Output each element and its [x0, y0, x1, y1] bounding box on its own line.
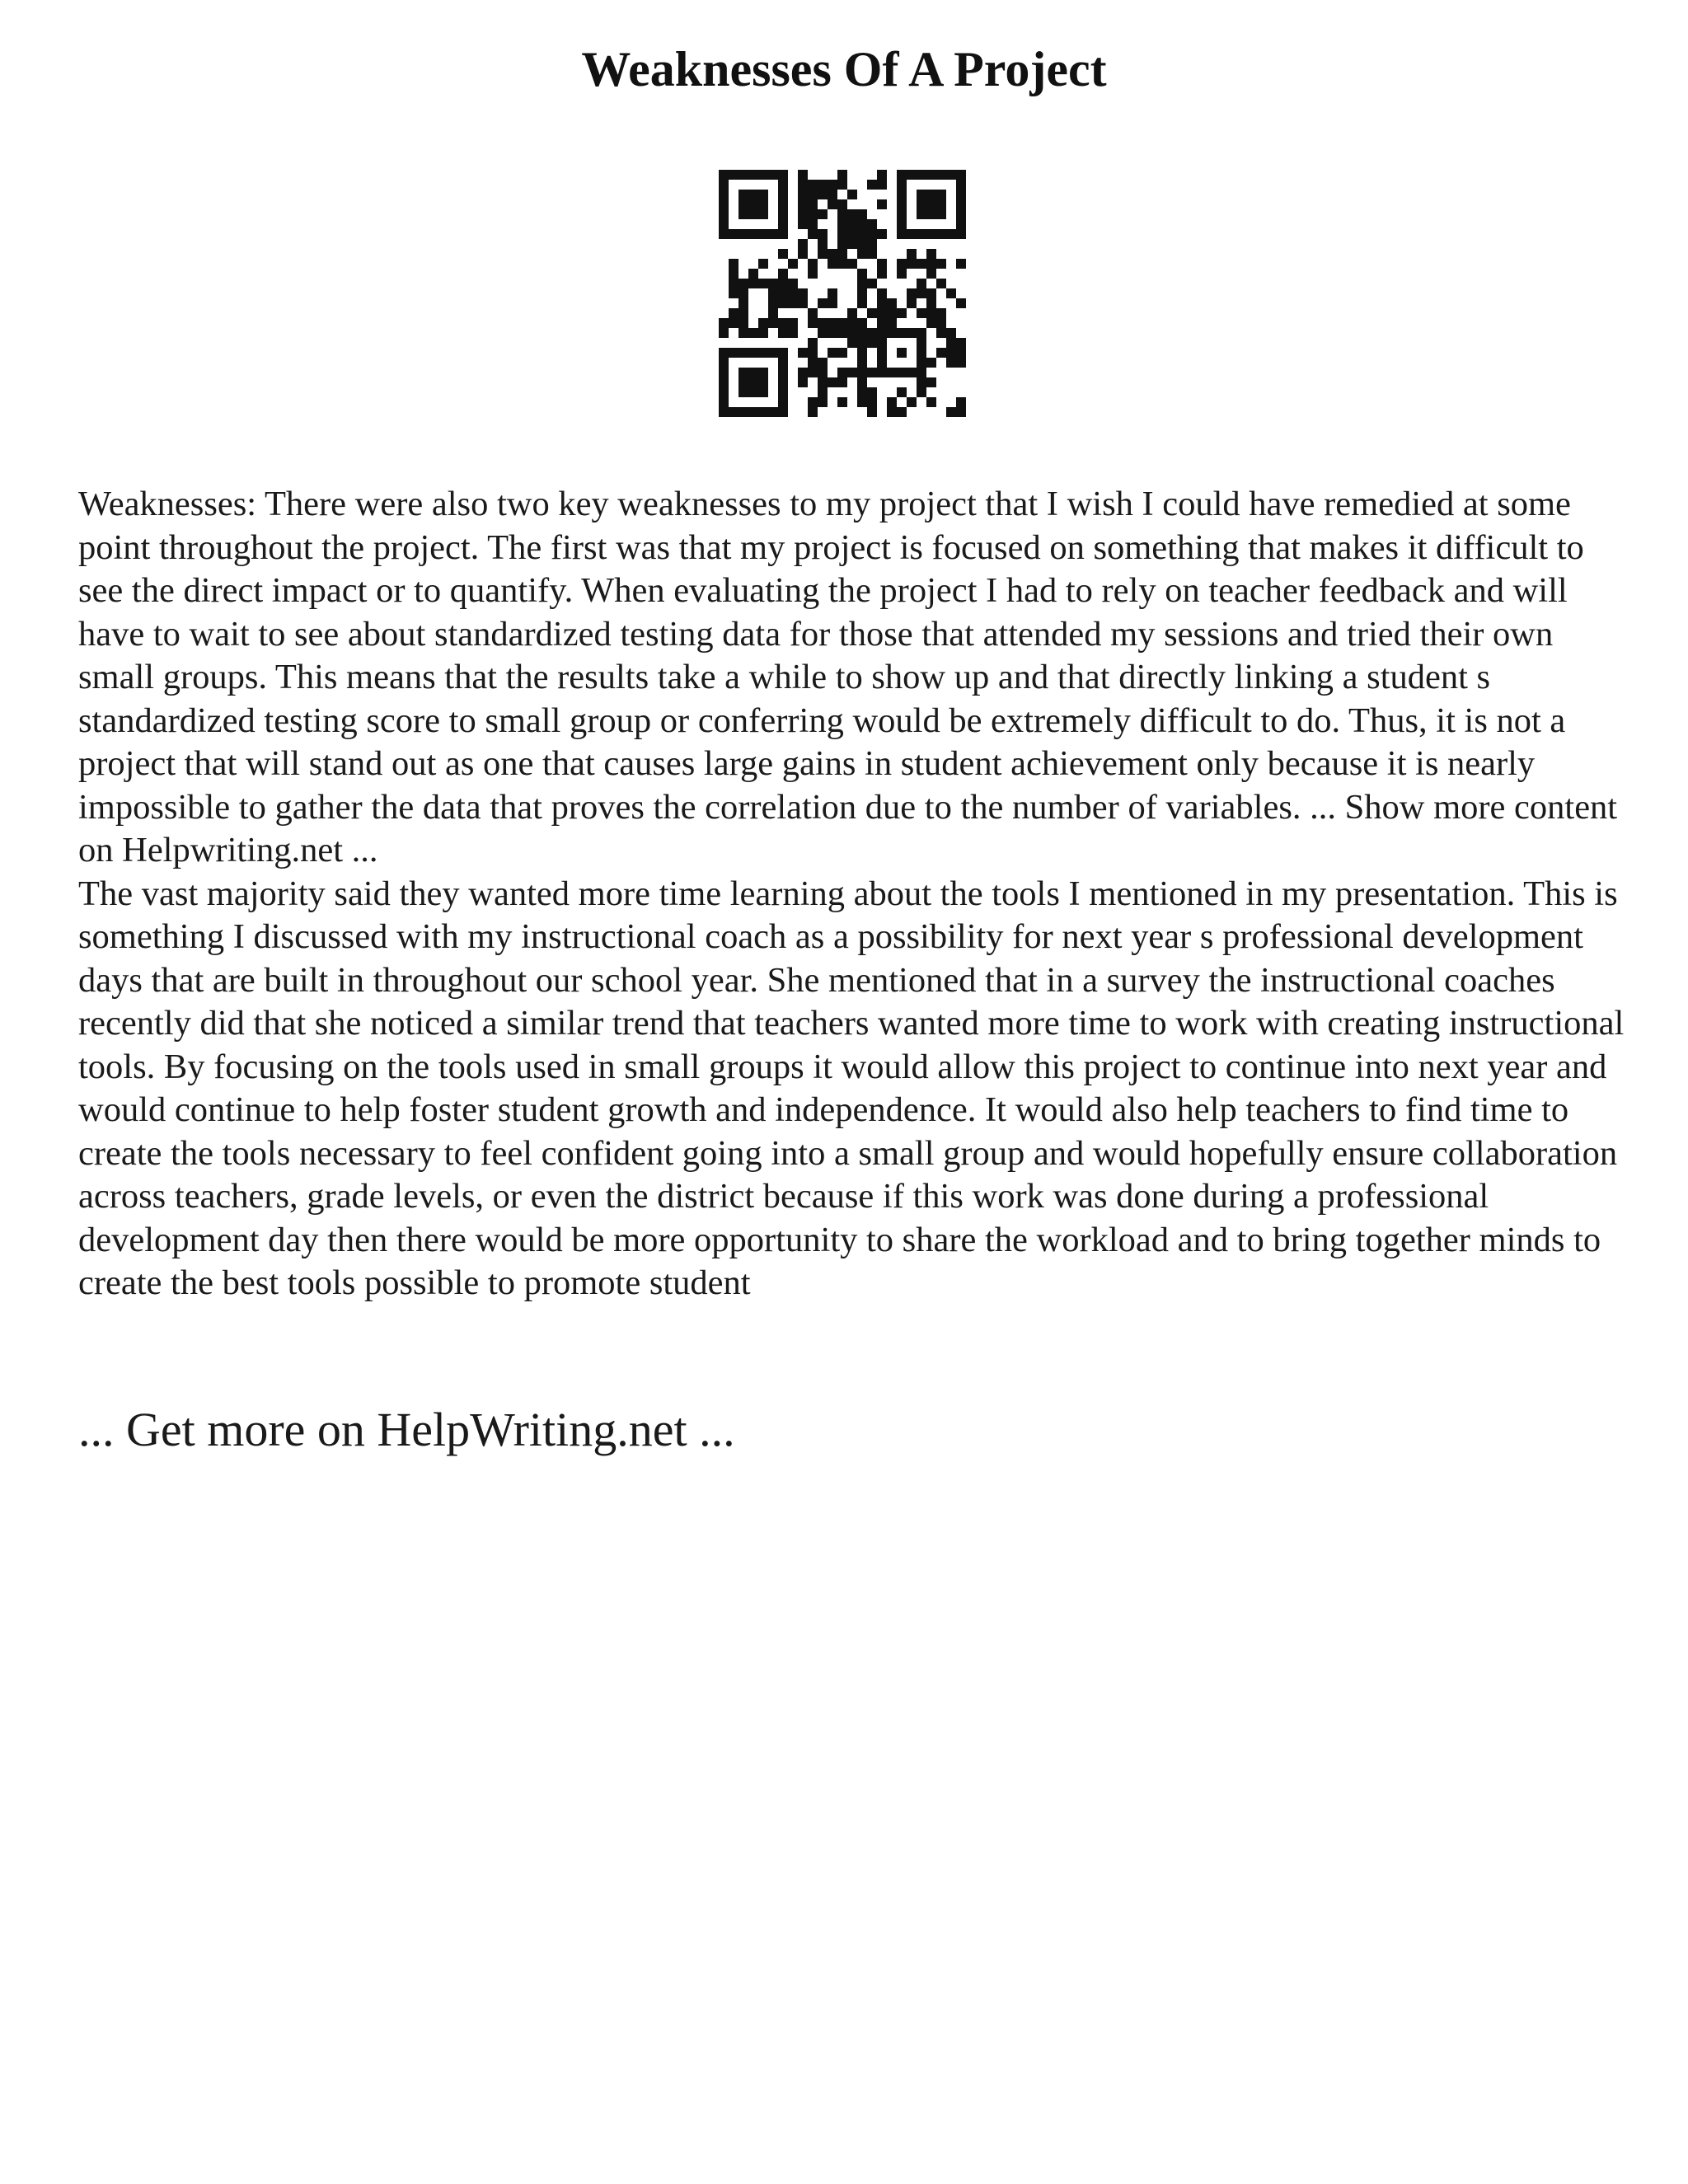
qr-code-icon	[719, 170, 966, 417]
article-body	[78, 483, 1628, 1305]
qr-code-graphic	[719, 170, 966, 417]
paragraph-survey: The vast majority said they wanted more time learning about the tools I mentioned in my presentation. This is something I discussed with my instructional coach as a possibility for next year s professional development days that are built in throughout our school year. She mentioned that in a survey the instructional coaches recently did that she noticed a similar trend that teachers wanted more time to work with creating instructional tools. By focusing on the tools used in small groups it would allow this project to continue into next year and would continue to help foster student growth and independence. It would also help teachers to find time to create the tools necessary to feel confident going into a small group and would hopefully ensure collaboration across teachers, grade levels, or even the district because if this work was done during a professional development day then there would be more opportunity to share the workload and to bring together minds to create the best tools possible to promote student	[78, 874, 1625, 1302]
get-more-link[interactable]: ... Get more on HelpWriting.net ...	[78, 1403, 735, 1456]
page-title: Weaknesses Of A Project	[581, 42, 1107, 96]
paragraph-weaknesses: Weaknesses: There were also two key weaknesses to my project that I wish I could have remedied at some point throughout the project. The first was that my project is focused on something that makes it difficult to see the direct impact or to quantify. When evaluating the project I had to rely on teacher feedback and will have to wait to see about standardized testing data for those that attended my sessions and tried their own small groups. This means that the results take a while to show up and that directly linking a student s standardized testing score to small group or conferring would be extremely difficult to do. Thus, it is not a project that will stand out as one that causes large gains in student achievement only because it is nearly impossible to gather the data that proves the correlation due to the number of variables. ... Show more content on Helpwriting.net ...	[78, 485, 1618, 869]
